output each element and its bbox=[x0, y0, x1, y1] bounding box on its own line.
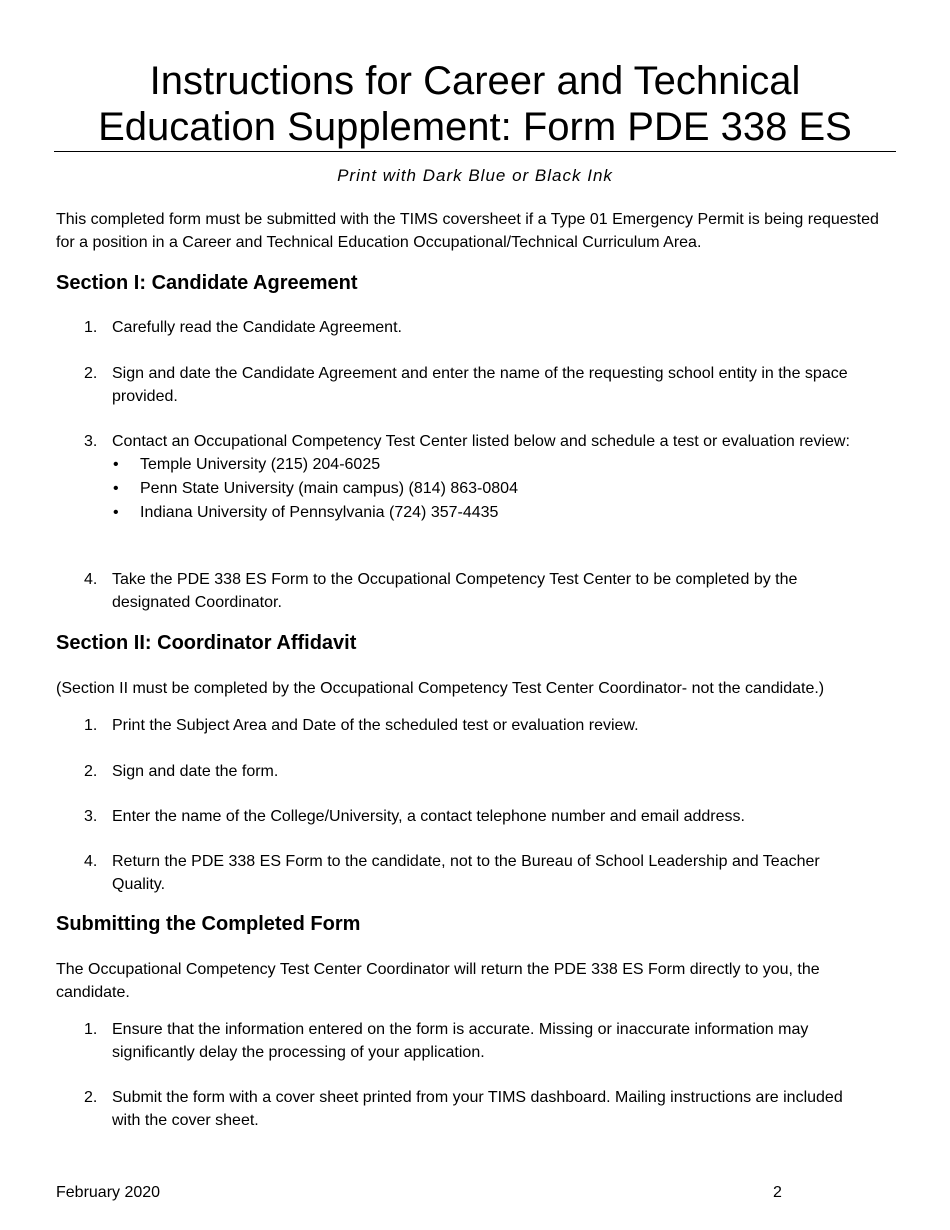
submitting-intro: The Occupational Competency Test Center Coordinator will return the PDE 338 ES Form directly to you, the candidate. bbox=[56, 961, 820, 1001]
item-text: Take the PDE 338 ES Form to the Occupational Competency Test Center to be completed by the designated Coordinator. bbox=[112, 571, 798, 611]
item-text: Sign and date the Candidate Agreement and enter the name of the requesting school entity in the space provided. bbox=[112, 365, 848, 405]
section-1-item-4 bbox=[84, 568, 874, 614]
item-number: 1. bbox=[84, 717, 98, 734]
test-center-iup: • Indiana University of Pennsylvania (724) 357-4435 bbox=[112, 501, 874, 525]
intro-paragraph: This completed form must be submitted with the TIMS coversheet if a Type 01 Emergency Permit is being requested for a position in a Career and Technical Education Occupational/Technical Curriculum Area. bbox=[56, 211, 879, 251]
section-2-item-3 bbox=[84, 805, 874, 828]
section-1-item-1 bbox=[84, 316, 874, 339]
item-text: Submit the form with a cover sheet printed from your TIMS dashboard. Mailing instructions are included with the cover sheet. bbox=[112, 1089, 843, 1129]
section-1-item-3 bbox=[84, 430, 874, 525]
item-text: Print the Subject Area and Date of the scheduled test or evaluation review. bbox=[112, 717, 639, 734]
test-center-penn-state: • Penn State University (main campus) (814) 863-0804 bbox=[112, 477, 874, 501]
submitting-item-2 bbox=[84, 1086, 874, 1132]
submitting-item-1 bbox=[84, 1018, 874, 1064]
test-center-temple: • Temple University (215) 204-6025 bbox=[112, 453, 874, 477]
section-2-item-2 bbox=[84, 760, 874, 783]
section-2-heading: Section II: Coordinator Affidavit bbox=[56, 632, 357, 654]
item-number: 2. bbox=[84, 763, 98, 780]
section-2-item-1 bbox=[84, 714, 874, 737]
section-2-note: (Section II must be completed by the Occupational Competency Test Center Coordinator- not the candidate.) bbox=[56, 680, 825, 697]
item-number: 3. bbox=[84, 433, 98, 450]
item-text: Carefully read the Candidate Agreement. bbox=[112, 319, 402, 336]
section-2-item-4 bbox=[84, 850, 874, 896]
title-divider bbox=[54, 151, 896, 152]
ink-instruction: Print with Dark Blue or Black Ink bbox=[337, 166, 613, 185]
item-number: 2. bbox=[84, 1089, 98, 1106]
section-1-heading: Section I: Candidate Agreement bbox=[56, 272, 358, 294]
page-title bbox=[0, 58, 950, 150]
item-number: 1. bbox=[84, 1021, 98, 1038]
title-line-1: Instructions for Career and Technical bbox=[149, 59, 801, 103]
item-text: Ensure that the information entered on the form is accurate. Missing or inaccurate information may significantly delay the processing of your application. bbox=[112, 1021, 809, 1061]
item-number: 4. bbox=[84, 571, 98, 588]
title-line-2: Education Supplement: Form PDE 338 ES bbox=[98, 105, 852, 149]
item-number: 2. bbox=[84, 365, 98, 382]
item-number: 1. bbox=[84, 319, 98, 336]
test-center-list bbox=[112, 453, 874, 525]
item-number: 3. bbox=[84, 808, 98, 825]
item-text: Return the PDE 338 ES Form to the candidate, not to the Bureau of School Leadership and Teacher Quality. bbox=[112, 853, 820, 893]
item-text: Sign and date the form. bbox=[112, 763, 279, 780]
item-text: Enter the name of the College/University, a contact telephone number and email address. bbox=[112, 808, 745, 825]
footer-date: February 2020 bbox=[56, 1184, 161, 1201]
submitting-heading: Submitting the Completed Form bbox=[56, 913, 361, 935]
item-number: 4. bbox=[84, 853, 98, 870]
section-1-item-2 bbox=[84, 362, 874, 408]
item-text: Contact an Occupational Competency Test Center listed below and schedule a test or evaluation review: bbox=[112, 433, 850, 450]
page-number: 2 bbox=[773, 1184, 782, 1201]
